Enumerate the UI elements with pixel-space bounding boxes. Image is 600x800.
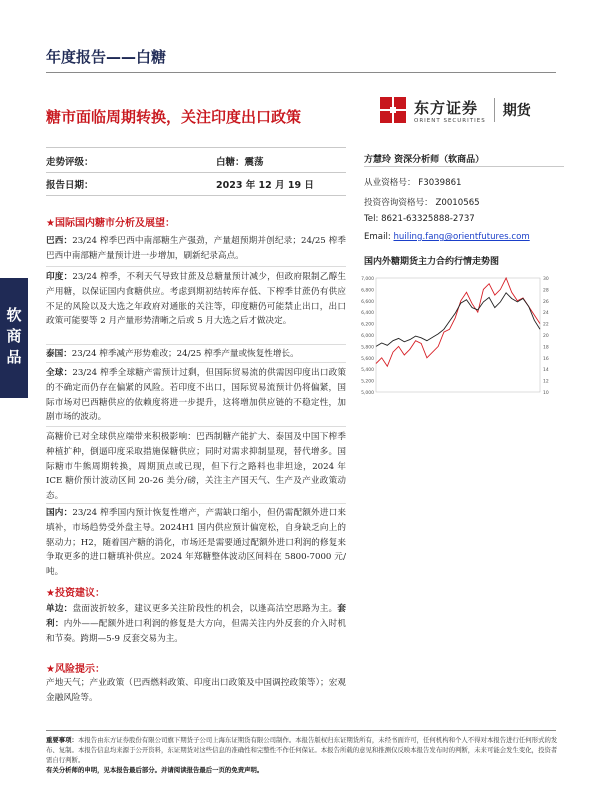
paragraph-brazil: [46, 234, 346, 264]
chart-left-tick-label: 6,200: [361, 322, 374, 328]
meta-divider-mid: [46, 172, 346, 173]
chart-left-tick-label: 6,600: [361, 299, 374, 305]
chart-left-tick-label: 5,600: [361, 356, 374, 362]
rating-label: 走势评级：: [46, 157, 94, 168]
thailand-text: 23/24 榨季减产形势难改；24/25 榨季产量或恢复性增长。: [71, 349, 299, 359]
header-divider: [46, 72, 556, 73]
chart-left-tick-label: 6,000: [361, 334, 374, 339]
logo-name-en: ORIENT SECURITIES: [414, 117, 486, 124]
chart-right-tick-label: 18: [543, 345, 549, 351]
chart-right-tick-label: 14: [543, 368, 549, 374]
chart-series-line-domestic: [376, 278, 540, 366]
analyst-email-label: Email:: [364, 232, 394, 242]
section-title-international: ★国际国内糖市分析及展望：: [46, 218, 175, 229]
chart-left-tick-label: 5,400: [361, 368, 374, 374]
divider-4: [46, 426, 346, 427]
chart-right-tick-label: 22: [543, 322, 549, 328]
chart-left-tick-label: 7,000: [361, 277, 374, 282]
chart-right-tick-label: 24: [543, 311, 549, 317]
divider-1: [46, 266, 346, 267]
divider-5: [46, 503, 346, 504]
meta-divider-bottom: [46, 195, 346, 196]
rating-value: 白糖：震荡: [216, 157, 264, 168]
divider-2: [46, 344, 346, 345]
paragraph-domestic: [46, 506, 346, 580]
paragraph-risk: 产地天气；产业政策（巴西燃料政策、印度出口政策及中国调控政策等）；宏观金融风险等。: [46, 678, 346, 703]
chart-right-tick-label: 26: [543, 299, 549, 305]
paragraph-thailand: [46, 347, 346, 362]
india-label: 印度：: [46, 272, 73, 282]
logo-separator: [494, 98, 495, 122]
footer-divider: [46, 730, 556, 731]
paragraph-india: [46, 270, 346, 329]
chart-right-tick-label: 30: [543, 277, 549, 282]
logo-mark-icon: [378, 95, 408, 125]
chart-right-tick-label: 16: [543, 356, 549, 362]
analyst-qualification: 从业资格号： F3039861: [364, 178, 462, 188]
paragraph-price-impact: 高糖价已对全球供应端带来积极影响：巴西制糖产能扩大、泰国及中国下榨季种植扩种，倒逼印度采取措施保糖供应；同时对需求抑制显现，替代增多。国际糖市牛熊周期转换，周期顶点或已现，但下行之路料也非坦途，2024 年 ICE 糖价预计波动区间 20-26 美分/磅，关注主产国天气、生产及产业政策动态。: [46, 432, 346, 502]
divider-3: [46, 362, 346, 363]
logo-name-cn: 东方证券: [414, 98, 479, 117]
chart-right-tick-label: 10: [543, 391, 549, 396]
report-title: 糖市面临周期转换，关注印度出口政策: [46, 108, 302, 126]
analyst-divider: [364, 166, 564, 167]
single-side-text: 盘面波折较多，建议更多关注阶段性的机会，以逢高沽空思路为主。: [72, 604, 338, 614]
date-value: 2023 年 12 月 19 日: [216, 180, 314, 191]
domestic-label: 国内：: [46, 508, 73, 518]
chart-left-tick-label: 5,200: [361, 379, 374, 385]
disclaimer-label: 重要事项：: [46, 736, 78, 744]
paragraph-global: [46, 366, 346, 425]
chart-series-line-international: [376, 293, 540, 347]
section-title-advice: ★投资建议：: [46, 588, 105, 599]
global-label: 全球：: [46, 368, 73, 378]
chart-plot-frame: [376, 278, 540, 392]
chart-left-tick-label: 5,800: [361, 345, 374, 351]
analyst-name: 方慧玲 资深分析师（软商品）: [364, 155, 485, 165]
section-title-risk: ★风险提示：: [46, 664, 105, 675]
thailand-label: 泰国：: [46, 349, 72, 359]
spread-label: 套利：: [46, 604, 346, 629]
logo-division: 期货: [502, 103, 531, 119]
analyst-email-link[interactable]: huiling.fang@orientfutures.com: [393, 232, 530, 242]
chart-left-tick-label: 6,800: [361, 288, 374, 294]
india-text: 23/24 榨季，不利天气导致甘蔗及总糖量预计减少，但政府限制乙醇生产用糖，以保证国内食糖供应。考虑到期初结转库存低、下榨季甘蔗仍有供应不足的风险以及大选之年政府对通胀的关注等，印度糖仍可能禁止出口，出口政策可能要等 2 月产量形势清晰之后或 5 月大选之后才做决定。: [46, 272, 346, 327]
price-trend-chart: [352, 270, 564, 410]
analyst-tel: Tel: 8621-63325888-2737: [364, 214, 475, 224]
report-type: 年度报告——白糖: [46, 48, 167, 66]
chart-left-tick-label: 6,400: [361, 311, 374, 317]
analyst-consulting-id: 投资咨询资格号： Z0010565: [364, 198, 480, 208]
chart-title: 国内外糖期货主力合约行情走势图: [364, 257, 500, 267]
domestic-text: 23/24 榨季国内预计恢复性增产，产需缺口缩小，但仍需配额外进口来填补，市场趋势受外盘主导。2024H1 国内供应预计偏宽松，自身缺乏向上的驱动力；H2，随着国产糖的消化，市场还是需要通过配额外进口利润的修复来争取更多的进口糖填补供应。2024 年郑糖整体波动区间料在 5800-7000 元/吨。: [46, 508, 346, 578]
meta-divider-top: [46, 147, 346, 148]
category-side-tab: 软商品: [0, 278, 28, 398]
date-label: 报告日期：: [46, 180, 94, 191]
chart-right-tick-label: 28: [543, 288, 549, 294]
analyst-statement-note: 有关分析师的申明，见本报告最后部分。并请阅读报告最后一页的免责声明。: [46, 766, 264, 774]
company-logo: [378, 92, 558, 128]
chart-right-tick-label: 20: [543, 334, 549, 339]
spread-text: 内外——配额外进口利润的修复是大方向，但需关注内外反套的介入时机和节奏。跨期—5-9 反套交易为主。: [46, 618, 346, 644]
chart-right-tick-label: 12: [543, 379, 549, 385]
disclaimer-footer: [46, 735, 558, 775]
disclaimer-text: 本报告由东方证券股份有限公司旗下期货子公司上海东证期货有限公司制作。本报告版权归东证期货所有，未经书面许可，任何机构和个人不得对本报告进行任何形式的发布、复制。本报告信息均来源于公开资料，东证期货对这些信息的准确性和完整性不作任何保证。本报告所载的意见和推测仅反映本报告发布时的判断，未来可能会发生变化，投资者需自行判断。: [46, 736, 558, 764]
analyst-email-row: [364, 232, 564, 242]
paragraph-advice: [46, 602, 346, 646]
brazil-label: 巴西：: [46, 236, 73, 246]
single-side-label: 单边：: [46, 604, 73, 614]
global-text: 23/24 榨季全球糖产需预计过剩，但国际贸易流的供需因印度出口政策的不确定而仍存在偏紧的风险。若印度不出口，国际贸易流预计仍将偏紧，国际市场对巴西糖供应的依赖度将进一步提升，这将增加供应链的不稳定性，加剧市场的波动。: [46, 368, 346, 423]
chart-left-tick-label: 5,000: [361, 391, 374, 396]
brazil-text: 23/24 榨季巴西中南部糖生产强劲，产量超预期并创纪录；24/25 榨季巴西中南部糖产量预计进一步增加，刷新纪录高点。: [46, 236, 346, 261]
